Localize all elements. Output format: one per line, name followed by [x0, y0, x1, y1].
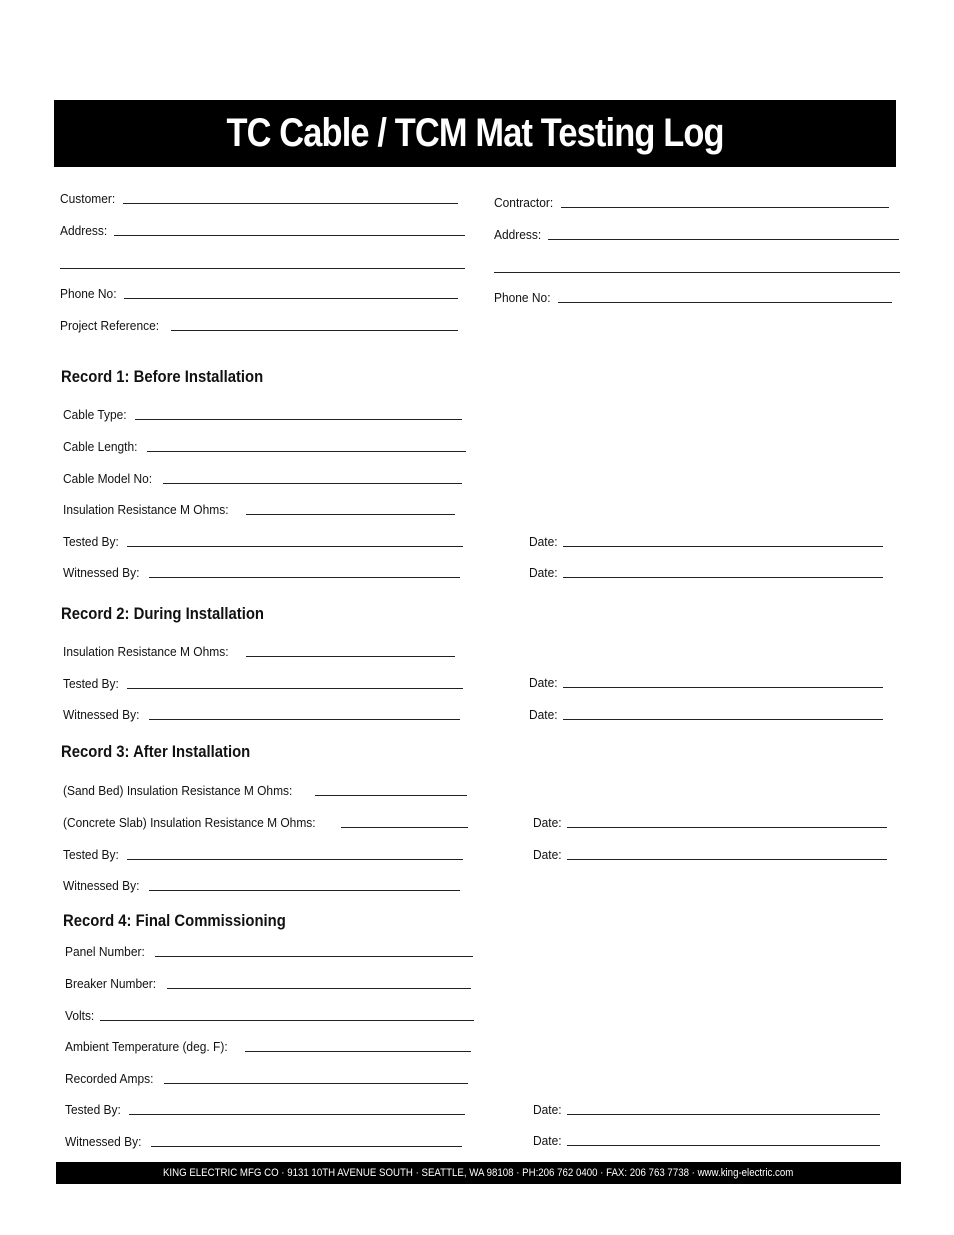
contractor-address-field[interactable]	[494, 226, 899, 242]
customer-phone-field[interactable]	[60, 285, 458, 301]
record3-sand-bed-line	[315, 795, 467, 796]
record3-concrete-slab-field[interactable]	[63, 814, 468, 830]
record2-witnessed-by-label: Witnessed By:	[63, 707, 140, 722]
record3-witnessed-by-label: Witnessed By:	[63, 878, 140, 893]
record2-tested-date-label: Date:	[529, 675, 558, 690]
record4-tested-by-field[interactable]	[65, 1101, 465, 1117]
record1-cable-length-field[interactable]	[63, 438, 466, 454]
record1-cable-model-field[interactable]	[63, 470, 462, 486]
record1-witnessed-by-line	[149, 577, 460, 578]
contractor-phone-line	[558, 302, 892, 303]
record4-witnessed-by-line	[151, 1146, 462, 1147]
record2-witnessed-date-label: Date:	[529, 707, 558, 722]
record3-concrete-slab-line	[341, 827, 468, 828]
record4-witnessed-date-line	[567, 1145, 880, 1146]
customer-address-label: Address:	[60, 223, 108, 238]
record1-tested-by-label: Tested By:	[63, 534, 119, 549]
record4-ambient-temp-label: Ambient Temperature (deg. F):	[65, 1039, 228, 1054]
record4-volts-line	[100, 1020, 474, 1021]
record3-tested-date-label: Date:	[533, 847, 562, 862]
contractor-field[interactable]	[494, 194, 889, 210]
record1-tested-date-label: Date:	[529, 534, 558, 549]
record1-witnessed-date-line	[563, 577, 883, 578]
record3-concrete-date-label: Date:	[533, 815, 562, 830]
record3-witnessed-by-field[interactable]	[63, 877, 460, 893]
record2-insulation-field[interactable]	[63, 643, 455, 659]
customer-phone-line	[124, 298, 458, 299]
customer-address-field[interactable]	[60, 222, 465, 238]
record1-cable-model-line	[163, 483, 462, 484]
record3-tested-by-field[interactable]	[63, 846, 463, 862]
record1-cable-length-label: Cable Length:	[63, 439, 138, 454]
record2-tested-by-label: Tested By:	[63, 676, 119, 691]
record1-tested-by-line	[127, 546, 463, 547]
contractor-phone-label: Phone No:	[494, 290, 551, 305]
record4-witnessed-date-field[interactable]	[533, 1132, 880, 1148]
record2-heading: Record 2: During Installation	[61, 605, 264, 623]
customer-address-line-2[interactable]	[60, 268, 465, 269]
record1-witnessed-by-label: Witnessed By:	[63, 565, 140, 580]
record2-witnessed-by-field[interactable]	[63, 706, 460, 722]
record1-tested-date-line	[563, 546, 883, 547]
record4-volts-label: Volts:	[65, 1008, 95, 1023]
record2-tested-by-field[interactable]	[63, 675, 463, 691]
record4-witnessed-by-field[interactable]	[65, 1133, 462, 1149]
project-reference-field[interactable]	[60, 317, 458, 333]
record1-witnessed-date-label: Date:	[529, 565, 558, 580]
record2-witnessed-date-line	[563, 719, 883, 720]
record1-cable-type-field[interactable]	[63, 406, 462, 422]
footer-bar	[56, 1162, 901, 1184]
record1-insulation-label: Insulation Resistance M Ohms:	[63, 502, 229, 517]
record3-sand-bed-field[interactable]	[63, 782, 467, 798]
title-bar	[54, 100, 896, 167]
project-reference-label: Project Reference:	[60, 318, 160, 333]
record4-panel-number-field[interactable]	[65, 943, 473, 959]
record3-concrete-slab-label: (Concrete Slab) Insulation Resistance M Ohms:	[63, 815, 316, 830]
record4-recorded-amps-field[interactable]	[65, 1070, 468, 1086]
customer-phone-label: Phone No:	[60, 286, 117, 301]
record1-tested-date-field[interactable]	[529, 533, 883, 549]
contractor-label: Contractor:	[494, 195, 554, 210]
record1-heading: Record 1: Before Installation	[61, 368, 264, 386]
page-title: TC Cable / TCM Mat Testing Log	[226, 111, 724, 155]
record1-cable-type-line	[135, 419, 462, 420]
record4-heading: Record 4: Final Commissioning	[63, 912, 286, 930]
record4-witnessed-date-label: Date:	[533, 1133, 562, 1148]
contractor-address-line	[548, 239, 899, 240]
footer-text: KING ELECTRIC MFG CO · 9131 10TH AVENUE SOUTH · SEATTLE, WA 98108 · PH:206 762 0400 · FAX: 206 763 7738 · www.king-electric.com	[163, 1167, 794, 1179]
record1-cable-length-line	[147, 451, 466, 452]
customer-line	[123, 203, 458, 204]
contractor-line	[561, 207, 889, 208]
record2-witnessed-date-field[interactable]	[529, 706, 883, 722]
record4-tested-date-field[interactable]	[533, 1101, 880, 1117]
record4-recorded-amps-label: Recorded Amps:	[65, 1071, 154, 1086]
record3-tested-date-line	[567, 859, 887, 860]
record2-tested-by-line	[127, 688, 463, 689]
contractor-phone-field[interactable]	[494, 289, 892, 305]
record3-sand-bed-label: (Sand Bed) Insulation Resistance M Ohms:	[63, 783, 293, 798]
record4-breaker-number-label: Breaker Number:	[65, 976, 157, 991]
record4-witnessed-by-label: Witnessed By:	[65, 1134, 142, 1149]
record3-concrete-date-field[interactable]	[533, 814, 887, 830]
record3-tested-date-field[interactable]	[533, 846, 887, 862]
record4-panel-number-label: Panel Number:	[65, 944, 145, 959]
record2-tested-date-field[interactable]	[529, 674, 883, 690]
record1-cable-type-label: Cable Type:	[63, 407, 127, 422]
record4-tested-date-line	[567, 1114, 880, 1115]
record3-tested-by-label: Tested By:	[63, 847, 119, 862]
record4-ambient-temp-field[interactable]	[65, 1038, 471, 1054]
record3-tested-by-line	[127, 859, 463, 860]
record4-tested-by-line	[129, 1114, 465, 1115]
record1-witnessed-date-field[interactable]	[529, 564, 883, 580]
record4-recorded-amps-line	[164, 1083, 468, 1084]
record2-tested-date-line	[563, 687, 883, 688]
record1-tested-by-field[interactable]	[63, 533, 463, 549]
record1-cable-model-label: Cable Model No:	[63, 471, 153, 486]
record1-insulation-line	[246, 514, 455, 515]
record2-insulation-label: Insulation Resistance M Ohms:	[63, 644, 229, 659]
customer-address-line	[114, 235, 465, 236]
customer-label: Customer:	[60, 191, 116, 206]
record2-insulation-line	[246, 656, 455, 657]
record1-insulation-field[interactable]	[63, 501, 455, 517]
customer-field[interactable]	[60, 190, 458, 206]
record4-ambient-temp-line	[245, 1051, 471, 1052]
record2-witnessed-by-line	[149, 719, 460, 720]
contractor-address-label: Address:	[494, 227, 542, 242]
record3-witnessed-by-line	[149, 890, 460, 891]
record4-breaker-number-line	[167, 988, 471, 989]
record4-volts-field[interactable]	[65, 1007, 474, 1023]
record3-concrete-date-line	[567, 827, 887, 828]
record3-heading: Record 3: After Installation	[61, 743, 251, 761]
record4-panel-number-line	[155, 956, 473, 957]
record1-witnessed-by-field[interactable]	[63, 564, 460, 580]
contractor-address-line-2[interactable]	[494, 272, 900, 273]
record4-breaker-number-field[interactable]	[65, 975, 471, 991]
record4-tested-by-label: Tested By:	[65, 1102, 121, 1117]
project-reference-line	[171, 330, 458, 331]
record4-tested-date-label: Date:	[533, 1102, 562, 1117]
